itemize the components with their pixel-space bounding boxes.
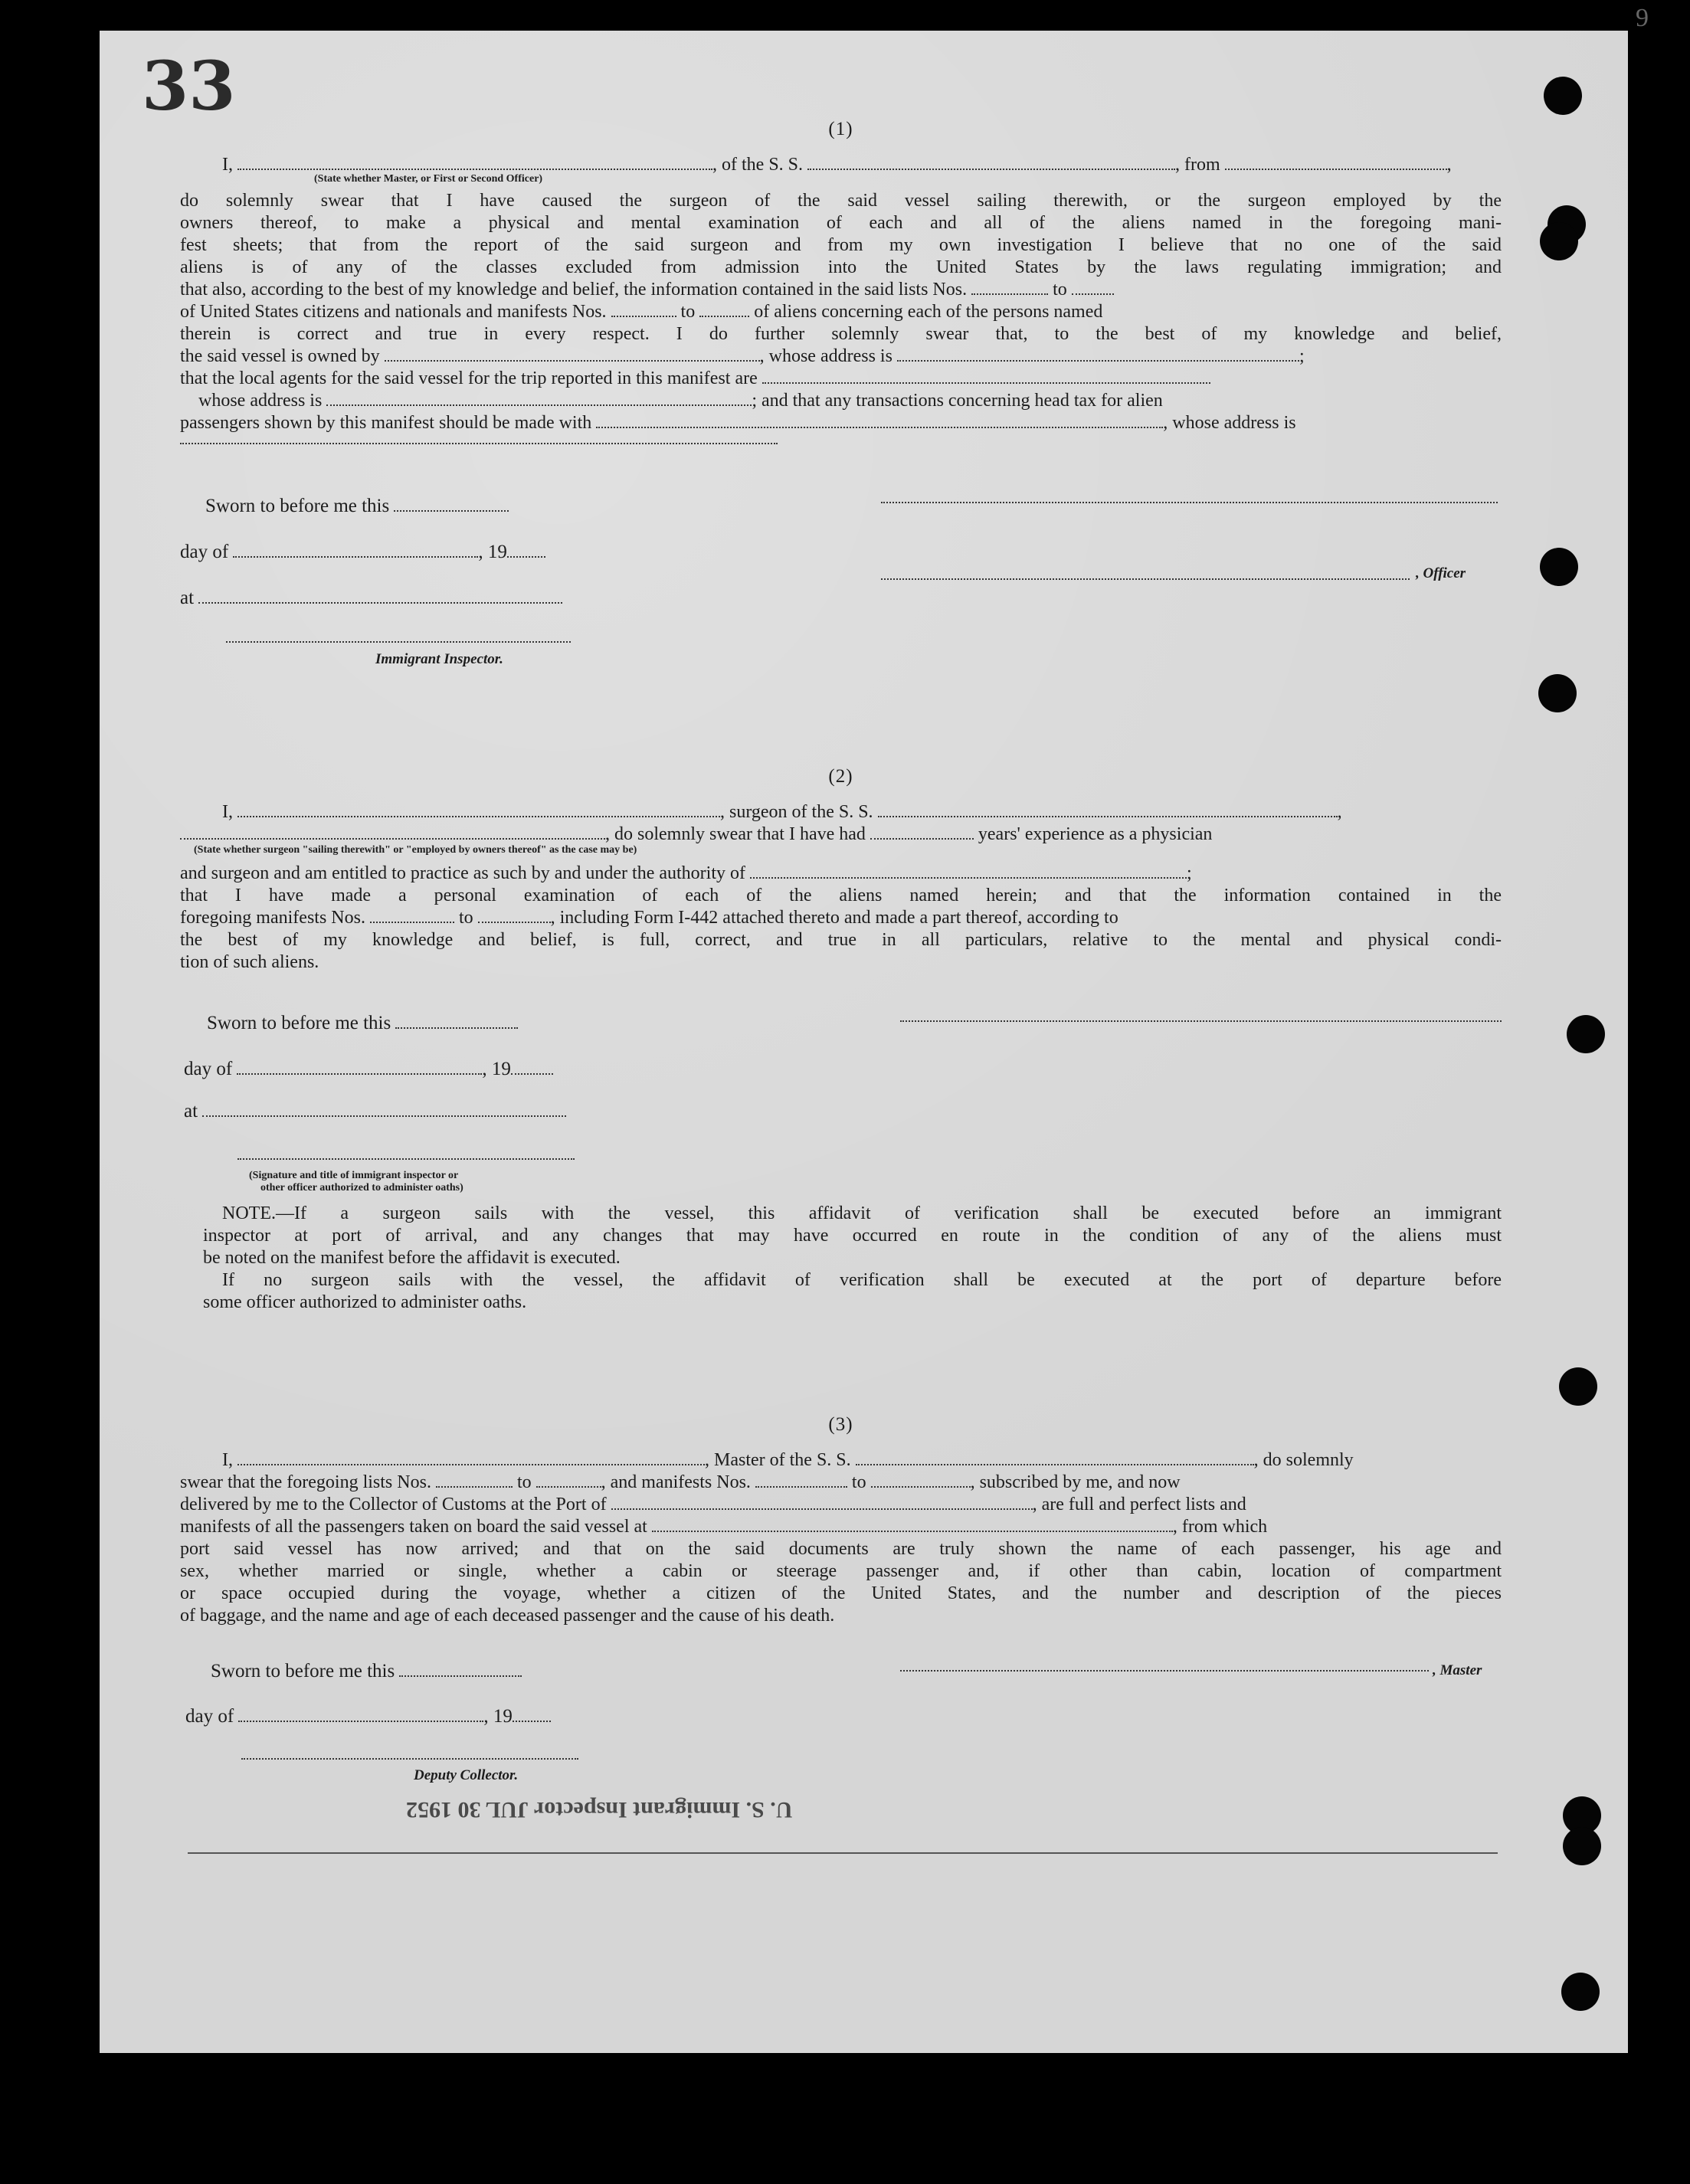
- punch-hole-3: [1540, 222, 1578, 260]
- section-1-officer-note: (State whether Master, or First or Second Officer): [314, 173, 543, 185]
- section-2-line-1: I, , surgeon of the S. S. ,: [222, 802, 1342, 822]
- section-2-line-7: tion of such aliens.: [180, 952, 319, 972]
- punch-hole-10: [1561, 1973, 1600, 2011]
- section-1-line-6: that also, according to the best of my knowledge and belief, the information contained in the said lists Nos. to: [180, 279, 1502, 301]
- corner-mark: 9: [1636, 4, 1649, 32]
- punch-hole-6: [1567, 1015, 1605, 1053]
- punch-hole-7: [1559, 1367, 1597, 1406]
- punch-hole-5: [1538, 674, 1577, 712]
- section-1-line-3: owners thereof, to make a physical and mental examination of each and all of the aliens named in the foregoing mani-: [180, 213, 1502, 233]
- section-1-line-1: I, , of the S. S. , from ,: [222, 155, 1452, 175]
- punch-hole-9: [1563, 1827, 1601, 1865]
- section-3-master-caption: , Master: [1433, 1662, 1482, 1678]
- section-1-line-8: therein is correct and true in every respect. I do further solemnly swear that, to the best of my knowledge and belief,: [180, 324, 1502, 344]
- section-3-line-3: delivered by me to the Collector of Customs at the Port of , are full and perfect lists and: [180, 1495, 1246, 1514]
- section-1-at-row: at: [180, 588, 562, 609]
- section-1-sworn-row: Sworn to before me this: [205, 496, 509, 517]
- note-line-3: be noted on the manifest before the affidavit is executed.: [203, 1248, 621, 1268]
- section-3-collector-signature-line: [241, 1758, 578, 1760]
- section-3-line-4: manifests of all the passengers taken on board the said vessel at , from which: [180, 1517, 1268, 1537]
- section-2-line-2: , do solemnly swear that I have had years' experience as a physician: [180, 824, 1502, 846]
- section-2-surgeon-oath: [180, 766, 1502, 974]
- punch-hole-1: [1544, 77, 1582, 115]
- note-line-5: some officer authorized to administer oaths.: [203, 1292, 527, 1312]
- note-line-2: inspector at port of arrival, and any changes that may have occurred en route in the condition of any of the aliens must: [203, 1226, 1502, 1246]
- corner-page-number: 33: [142, 46, 236, 126]
- section-2-line-6: the best of my knowledge and belief, is full, correct, and true in all particulars, relative to the mental and physical condi-: [180, 930, 1502, 950]
- section-2-line-5: foregoing manifests Nos. to , including Form I-442 attached thereto and made a part thereof, according to: [180, 908, 1118, 928]
- section-1-officer-caption: , Officer: [1416, 565, 1466, 581]
- section-1-officer-signature-line: [881, 578, 1410, 580]
- section-3-sworn-row: Sworn to before me this: [211, 1661, 522, 1682]
- section-1-line-12: passengers shown by this manifest should be made with , whose address is: [180, 413, 1296, 433]
- punch-hole-4: [1540, 548, 1578, 586]
- section-2-signature-line: [237, 1158, 575, 1160]
- section-2-signature-note-1: (Signature and title of immigrant inspector or: [249, 1170, 459, 1181]
- section-3-line-6: sex, whether married or single, whether a cabin or steerage passenger and, if other than cabin, location of compartment: [180, 1561, 1502, 1581]
- section-3-number: (3): [828, 1414, 853, 1435]
- section-3-master-signature-line: [900, 1670, 1429, 1672]
- section-2-note: [180, 1203, 1502, 1314]
- section-1-line-10: that the local agents for the said vessel for the trip reported in this manifest are: [180, 368, 1502, 390]
- section-2-line-4: that I have made a personal examination of each of the aliens named herein; and that the information contained in the: [180, 886, 1502, 905]
- section-2-day-row: day of , 19: [184, 1059, 553, 1080]
- section-1-line-7: of United States citizens and nationals and manifests Nos. to of aliens concerning each of the persons named: [180, 302, 1103, 322]
- section-1-master-oath: [180, 119, 1502, 450]
- section-1-signature-line-1: [881, 502, 1498, 503]
- section-3-line-8: of baggage, and the name and age of each deceased passenger and the cause of his death.: [180, 1606, 835, 1626]
- section-2-right-signature-line: [900, 1020, 1502, 1022]
- section-3-day-row: day of , 19: [185, 1706, 551, 1727]
- section-3-line-5: port said vessel has now arrived; and that on the said documents are truly shown the name of each passenger, his age and: [180, 1539, 1502, 1559]
- section-1-inspector-signature-line: [226, 641, 571, 643]
- section-2-line-3: and surgeon and am entitled to practice as such by and under the authority of ;: [180, 863, 1192, 883]
- section-1-inspector-caption: Immigrant Inspector.: [375, 651, 503, 667]
- section-2-sworn-row: Sworn to before me this: [207, 1013, 518, 1034]
- note-line-1: NOTE.—If a surgeon sails with the vessel, this affidavit of verification shall be executed before an immigrant: [222, 1203, 1502, 1223]
- document-sheet: [100, 4, 1649, 2053]
- section-2-at-row: at: [184, 1101, 566, 1122]
- section-3-line-7: or space occupied during the voyage, whether a citizen of the United States, and the number and description of the pieces: [180, 1583, 1502, 1603]
- section-2-signature-note-2: other officer authorized to administer oaths): [260, 1182, 463, 1194]
- bottom-rule: [188, 1852, 1498, 1854]
- section-3-master-oath: [180, 1414, 1502, 1627]
- section-1-day-row: day of , 19: [180, 542, 545, 563]
- section-3-line-2: swear that the foregoing lists Nos. to , and manifests Nos. to , subscribed by me, and now: [180, 1472, 1181, 1492]
- section-3-collector-caption: Deputy Collector.: [414, 1767, 519, 1783]
- section-1-line-5: aliens is of any of the classes excluded from admission into the United States by the laws regulating immigration; and: [180, 257, 1502, 277]
- section-1-line-2: do solemnly swear that I have caused the surgeon of the said vessel sailing therewith, or the surgeon employed by the: [180, 191, 1502, 211]
- section-1-line-11: whose address is ; and that any transactions concerning head tax for alien: [198, 391, 1163, 411]
- section-1-line-9: the said vessel is owned by , whose address is ;: [180, 346, 1305, 366]
- section-3-line-1: I, , Master of the S. S. , do solemnly: [222, 1450, 1354, 1470]
- section-2-surgeon-note: (State whether surgeon "sailing therewith" or "employed by owners thereof" as the case may be): [194, 844, 637, 856]
- section-2-number: (2): [828, 766, 853, 787]
- section-1-number: (1): [828, 119, 853, 139]
- section-1-line-4: fest sheets; that from the report of the said surgeon and from my own investigation I believe that no one of the said: [180, 235, 1502, 255]
- inspector-date-stamp: U. S. Immigrant Inspector JUL 30 1952: [406, 1797, 793, 1822]
- note-line-4: If no surgeon sails with the vessel, the affidavit of verification shall be executed at the port of departure before: [222, 1270, 1502, 1290]
